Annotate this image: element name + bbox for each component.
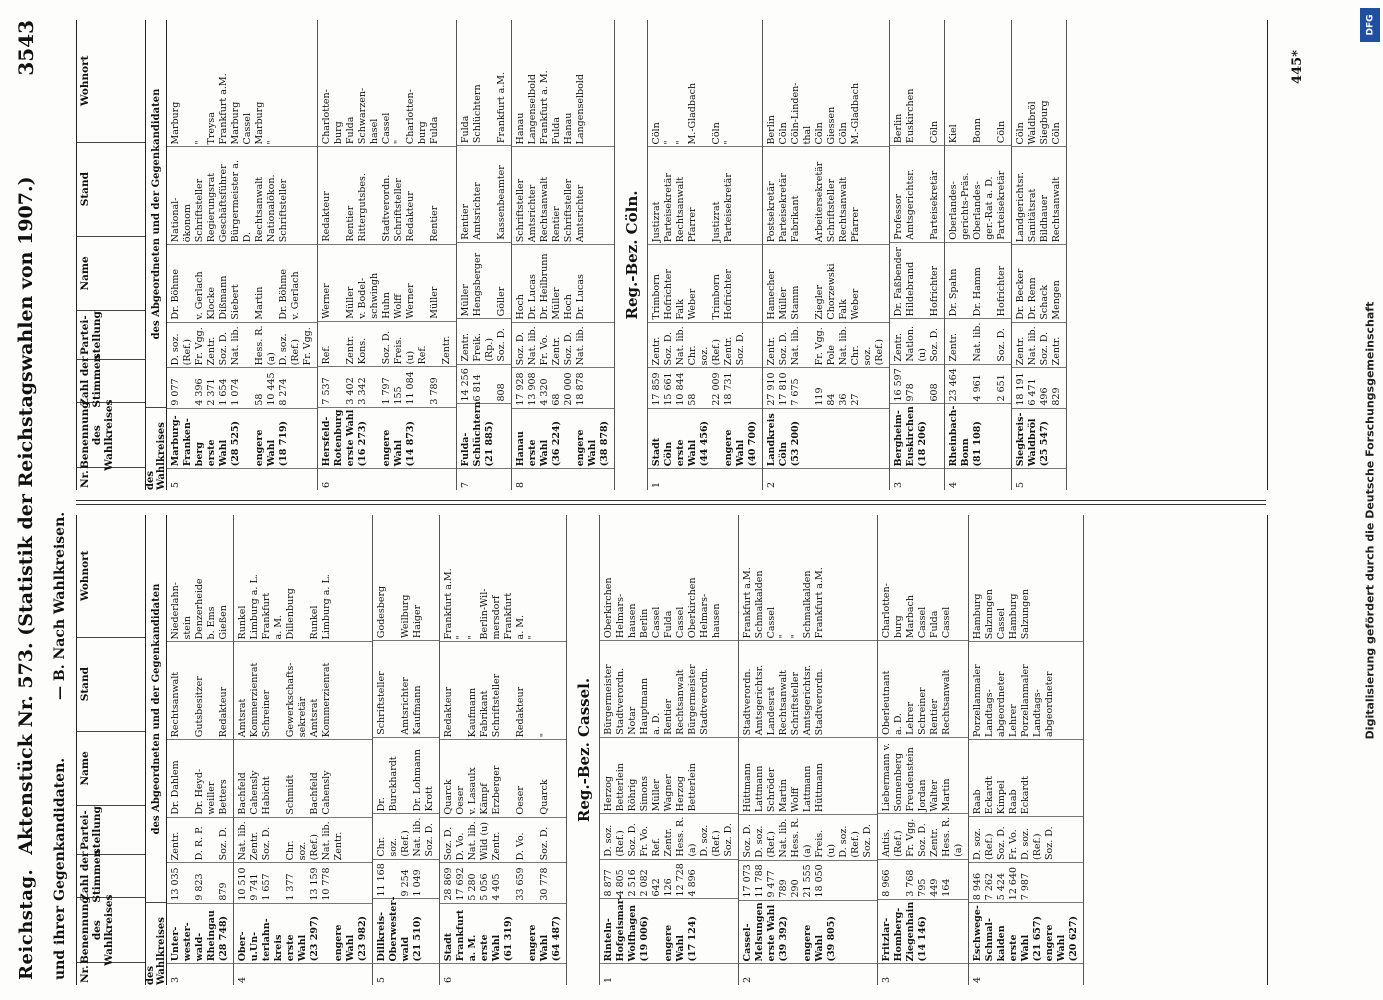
cell-wohn: Berlin Euskirchen Cöln	[893, 88, 940, 144]
cell-partei: Zentr. Soz. D. Nat. lib. Fr. Vgg. Pole Nat. lib. Chr. soz. (Ref.)	[763, 322, 889, 368]
table-row	[739, 515, 878, 985]
cell-zahl: 7 537 3 402 3 342 1 797 155 11 084 3 789	[318, 366, 456, 406]
cell-ben: Rinteln- Hofgeismar- Wolfhagen (19 006) engere Wahl (17 124)	[600, 899, 738, 964]
cell-zahl: 11 168 9 254 1 049	[373, 859, 439, 899]
cell-zahl: 17 928 13 908 4 320 68 20 000 18 878	[512, 367, 614, 407]
cell-name: Hamecher Müller Stamm Ziegler Chorzewski Falk Weber	[763, 244, 889, 321]
cell-ben: Stadt Frankfurt a. M. erste Wahl (61 319) engere Wahl (64 487)	[440, 903, 566, 964]
cell-ben: Bergheim- Euskirchen (18 206)	[890, 404, 944, 469]
page-title: Aktenstück Nr. 573. (Statistik der Reichstagswahlen von 1907.)	[15, 176, 37, 855]
regbez-heading: Reg.-Bez. Cöln.	[615, 20, 648, 490]
cell-partei: Zentr. D. R. P. Soz. D.	[167, 817, 233, 863]
cell-wohn: Cöln Waldbröl Siegburg Cöln	[1015, 100, 1062, 145]
cell-nr: 5	[167, 468, 317, 490]
footer-sheet-number: 445*	[1290, 50, 1305, 84]
cell-name: Dr. Böhme v. Gerlach Klocke Dißmann Siebert Martin Dr. Böhme v. Gerlach	[167, 244, 317, 321]
table-header	[77, 20, 146, 490]
cell-zahl: 8 877 4 805 2 516 2 082 642 126 12 728 4 896	[600, 859, 738, 899]
cell-zahl: 27 910 17 810 7 675 119 84 36 27	[763, 367, 889, 407]
cell-zahl: 14 256 6 814 808	[457, 364, 511, 404]
table-row	[440, 515, 567, 985]
cell-nr: 5	[373, 964, 439, 986]
cell-partei: Zentr. Freik. (Rp.) Soz. D.	[457, 318, 511, 363]
subheader-abgeordnete: des Abgeordneten und der Gegenkandidaten	[150, 583, 162, 835]
cell-name: Liebermann v. Sonnenberg Freudenstein Jordan Walter Martin	[878, 737, 968, 814]
cell-stand: Schriftsteller Amtsrichter Kaufmann	[373, 640, 439, 737]
cell-wohn: Frankfurt a.M. " " Berlin-Wil- mersdorf Frankfurt a. M. "	[443, 568, 538, 640]
table-row	[648, 20, 763, 490]
cell-partei: Soz. D. D. soz. (Ref.) Nat. lib. Hess. R. (a) Freis. (u) D. soz. (Ref.) Soz. D.	[739, 814, 877, 859]
cell-ben: Unter- wester- wald- Rheingau (28 748)	[167, 903, 233, 964]
cell-ben: Siegkreis- Waldbröl (25 547)	[1012, 408, 1066, 469]
cell-zahl: 23 464 4 961 2 651	[945, 364, 1011, 404]
cell-partei: D. soz. (Ref.) Fr. Vgg. Zentr. Soz. D. Nat. lib. Hess. R. (a) D. soz. (Ref.) Fr. Vgg.	[167, 322, 317, 368]
rows-group	[167, 515, 567, 985]
cell-nr: 7	[457, 469, 511, 491]
cell-stand: Schriftsteller Amtsrichter Rechtsanwalt Rentier Schriftsteller Amtsrichter	[512, 146, 614, 244]
table-subheader	[146, 515, 167, 985]
cell-name: Bachfeld Cahensly Habicht Schmidt Bachfeld Cahensly	[234, 739, 372, 816]
table-row	[373, 515, 440, 985]
cell-zahl: 16 597 978 608	[890, 364, 944, 404]
cell-stand: National- ökonom Schriftsteller Regierungsrat Geschäftsführer Bürgermeister a. D. Rechtsanwalt Nationalökon. Schriftsteller	[167, 146, 317, 244]
cell-partei: Zentr. Nat. lib. Soz. D. Zentr.	[1012, 322, 1066, 368]
table-left	[76, 515, 1268, 985]
cell-zahl: 8 946 7 262 5 424 12 640 7 987	[969, 862, 1083, 902]
table-row	[945, 20, 1012, 490]
cell-partei: Zentr. Natlon. (u) Soz. D.	[890, 318, 944, 363]
dfg-logo: DFG	[1360, 8, 1380, 42]
rows-group	[600, 515, 1084, 985]
page-header	[6, 20, 46, 980]
table-row	[234, 515, 373, 985]
cell-wohn: Hanau Langenselbold Frankfurt a. M. Fulda Hanau Langenselbold	[515, 70, 586, 145]
regbez-heading: Reg.-Bez. Cassel.	[567, 515, 600, 985]
cell-partei: D. soz. (Ref.) Soz. D. Fr. Vo. D. soz. (Ref.) Soz. D.	[969, 816, 1083, 862]
cell-stand: Rechtsanwalt Gutsbesitzer Redakteur	[167, 641, 233, 739]
cell-partei: D. soz. (Ref.) Soz. D. Fr. Vo. Ref. Zentr. Hess. R. (a) D. soz. (Ref.) Soz. D.	[600, 813, 738, 858]
cell-zahl: 8 966 3 768 795 449 164	[878, 859, 968, 899]
cell-name: Müller Hengsberger Göller	[457, 242, 511, 319]
header-partei: Partei-stellung	[77, 805, 145, 854]
cell-ben: Fulda- Schlüchtern (21 885)	[457, 404, 511, 469]
cell-nr: 1	[600, 964, 738, 986]
dfg-credit: Digitalisierung gefördert durch die Deutsche Forschungsgemeinschaft	[1363, 301, 1377, 739]
header-zahl: Zahl der Stimmen	[77, 359, 145, 402]
cell-nr: 6	[318, 468, 456, 490]
subheader-wahlkreis: des Wahlkreises	[146, 407, 166, 490]
cell-ben: Hersfeld- Rotenburg erste Wahl (16 273) engere Wahl (14 873)	[318, 407, 456, 469]
cell-ben: Marburg- Franken- berg erste Wahl (28 525) engere Wahl (18 719)	[167, 408, 317, 469]
cell-zahl: 10 510 9 741 1 657 1 377 13 159 10 778	[234, 862, 372, 902]
column-divider	[76, 500, 1266, 505]
cell-wohn: Runkel Limburg a. L. Frankfurt a. M. Dillenburg Runkel Limburg a. L.	[237, 574, 332, 640]
cell-stand: Porzellanmaler Landtags- abgeordneter Lehrer Porzellanmaler Landtags- abgeordneter	[969, 641, 1083, 739]
cell-stand: Redakteur Rentier Rittergutsbes. Stadtverordn. Schriftsteller Redakteur Rentier	[318, 146, 456, 244]
header-name: Name	[77, 236, 145, 310]
table-row	[1012, 20, 1067, 490]
cell-partei: Zentr. Nat. lib. Soz. D.	[945, 318, 1011, 363]
cell-wohn: Charlotten- burg Marbach Cassel Fulda Cassel	[881, 583, 952, 639]
cell-name: Hoch Dr. Lucas Dr. Heilbrunn Müller Hoch Dr. Lucas	[512, 244, 614, 321]
table-right	[76, 20, 1268, 490]
page-number: 3543	[14, 20, 38, 76]
cell-stand: Professor Amtsgerichtsr. Parteisekretär	[890, 145, 944, 242]
cell-nr: 5	[1012, 468, 1066, 490]
cell-name: Dr. Dahlem Dr. Heyd- weiller Betters	[167, 739, 233, 816]
table-row	[457, 20, 512, 490]
header-wohnort: Wohnort	[79, 55, 91, 107]
cell-nr: 2	[739, 963, 877, 985]
table-header	[77, 515, 146, 985]
cell-ben: Cassel- Melsungen erste Wahl (39 392) engere Wahl (39 805)	[739, 900, 877, 964]
cell-zahl: 17 073 11 788 9 477 789 290 21 555 18 050	[739, 860, 877, 900]
header-nr: Nr.	[77, 467, 145, 490]
cell-wohn: Niederlahn- stein Denzerheide b. Ems Gießen	[170, 578, 229, 640]
cell-nr: 1	[648, 468, 762, 490]
subheader-left: und ihrer Gegenkandidaten.	[52, 757, 68, 980]
cell-nr: 8	[512, 468, 614, 490]
subheader-wahlkreis: des Wahlkreises	[146, 902, 166, 985]
cell-nr: 4	[234, 963, 372, 985]
cell-stand: Rentier Amtsrichter Kassenbeamter	[457, 145, 511, 242]
table-row	[878, 515, 969, 985]
cell-name: Quarck Oeser v. Lasaulx Kämpf Erzberger Oeser Quarck	[440, 739, 566, 816]
header-partei: Partei-stellung	[77, 310, 145, 359]
cell-wohn: Marburg " Treysa Frankfurt a.M. Marburg Cassel Marburg "	[170, 73, 277, 145]
cell-zahl: 17 859 15 661 10 844 58 22 009 18 731	[648, 367, 762, 407]
cell-wohn: Godesberg Weilburg Haiger	[376, 585, 423, 639]
cell-name: Dr. Burckhardt Dr. Lohmann Krott	[373, 737, 439, 814]
cell-partei: Nat. lib. Zentr. Soz. D. Chr. soz. (Ref.) Nat. lib. Zentr.	[234, 817, 372, 863]
table-row	[167, 515, 234, 985]
cell-name: Dr. Becker Dr. Renn Schack Mengen	[1012, 244, 1066, 321]
subheader-center: — B. Nach Wahlkreisen.	[52, 511, 68, 700]
table-row	[318, 20, 457, 490]
cell-wohn: Fulda Schlüchtern Frankfurt a.M.	[460, 71, 507, 144]
table-row	[512, 20, 615, 490]
dfg-sidebar	[1357, 0, 1383, 1000]
rows-group	[648, 20, 1067, 490]
cell-ben: Rheinbach- Bonn (81 108)	[945, 404, 1011, 469]
cell-name: Werner Müller v. Bodel- schwingh Huhn Wolff Werner Müller	[318, 244, 456, 321]
cell-wohn: Berlin Cöln Cöln-Linden- thal Cöln Giessen Cöln M.-Gladbach	[766, 82, 861, 145]
cell-ben: Eschwege- Schmal- kalden erste Wahl (21 657) engere Wahl (20 627)	[969, 902, 1083, 963]
cell-wohn: Cöln " " M.-Gladbach Cöln "	[651, 82, 734, 145]
cell-stand: Postsekretär Parteisekretär Fabrikant Arbeitersekretär Schriftsteller Rechtsanwalt Pfarrer	[763, 146, 889, 244]
cell-wohn: Oberkirchen Helmars- hausen Berlin Cassel Fulda Cassel Oberkirchen Helmars- hausen	[603, 577, 722, 639]
cell-name: Herzog Betterlein Röhrig Simons Müller Wagner Herzog Betterlein	[600, 737, 738, 814]
cell-name: Dr. Spahn Dr. Hamm Hofrichter	[945, 242, 1011, 319]
cell-partei: Chr. soz. (Ref.) Nat. lib. Soz. D.	[373, 813, 439, 858]
cell-name: Dr. Faßbender Hildebrand Hofrichter	[890, 242, 944, 319]
cell-zahl: 18 191 6 471 496 829	[1012, 367, 1066, 407]
header-wohnort: Wohnort	[79, 550, 91, 602]
cell-stand: Justizrat Parteisekretär Rechtsanwalt Pfarrer Justizrat Parteisekretär	[648, 146, 762, 244]
cell-nr: 3	[167, 963, 233, 985]
cell-nr: 4	[969, 963, 1083, 985]
header-stand: Stand	[77, 637, 145, 731]
table-row	[167, 20, 318, 490]
cell-stand: Oberlandes- gerichts-Präs. Oberlandes- ger.-Rat a. D. Parteisekretär	[945, 145, 1011, 242]
table-row	[763, 20, 890, 490]
rows-group	[167, 20, 615, 490]
cell-partei: Soz. D. D. Vo. Nat. lib. Wild (u) Zentr. D. Vo. Soz. D.	[440, 817, 566, 863]
cell-nr: 2	[763, 468, 889, 490]
header-nr: Nr.	[77, 962, 145, 985]
header-zahl: Zahl der Stimmen	[77, 854, 145, 897]
table-row	[969, 515, 1084, 985]
cell-nr: 3	[890, 469, 944, 491]
cell-nr: 6	[440, 963, 566, 985]
table-row	[890, 20, 945, 490]
cell-ben: Hanau erste Wahl (36 224) engere Wahl (38 878)	[512, 408, 614, 469]
cell-name: Hüttmann Lattmann Schröder Martin Wolff Lattmann Hüttmann	[739, 737, 877, 814]
table-subheader	[146, 20, 167, 490]
header-name: Name	[77, 731, 145, 805]
cell-nr: 4	[945, 469, 1011, 491]
cell-wohn: Hamburg Salzungen Cassel Hamburg Salzungen	[972, 589, 1031, 640]
cell-wohn: Charlotten- burg Fulda Schwarzen- hasel Cassel " Charlotten- burg Fulda	[321, 87, 440, 145]
cell-wohn: Kiel Bonn Cöln	[948, 118, 1007, 144]
cell-stand: Stadtverordn. Amtsgerichtsr. Landesrat Rechtsanwalt Schriftsteller Amtsgerichtsr. Stadtverordn.	[739, 640, 877, 737]
header-left: Reichstag.	[15, 868, 37, 980]
table-row	[600, 515, 739, 985]
cell-stand: Amtsrat Kommerzienrat Schreiner Gewerkschafts- sekretär Amtsrat Kommerzienrat	[234, 641, 372, 739]
cell-wohn: Frankfurt a.M. Schmalkalden Cassel " " Schmalkalden Frankfurt a.M.	[742, 567, 825, 639]
cell-name: Trimborn Hofrichter Falk Weber Trimborn Hofrichter	[648, 244, 762, 321]
cell-zahl: 13 035 9 823 879	[167, 862, 233, 902]
cell-zahl: 28 869 17 692 5 280 5 056 4 405 33 659 30 778	[440, 862, 566, 902]
cell-ben: Dillkreis- Oberwester- wald (21 510)	[373, 899, 439, 964]
cell-nr: 3	[878, 963, 968, 985]
cell-partei: Soz. D. Nat. lib. Fr. Vo. Zentr. Soz. D. Nat. lib.	[512, 322, 614, 368]
cell-ben: Fritzlar- Homberg- Ziegenhain (14 146)	[878, 899, 968, 964]
cell-name: Raab Eckardt Kimpel Raab Eckardt	[969, 739, 1083, 816]
cell-zahl: 9 077 4 396 2 371 1 654 1 074 58 10 445 8 274	[167, 367, 317, 407]
header-stand: Stand	[77, 142, 145, 236]
cell-partei: Ref. Zentr. Kons. Soz. D. Freis. (u) Ref. Zentr.	[318, 321, 456, 367]
subheader-abgeordnete: des Abgeordneten und der Gegenkandidaten	[150, 88, 162, 340]
header-benennung: Benennung des Wahlkreises	[77, 402, 145, 467]
cell-stand: Oberleutnant a. D. Lehrer Schreiner Rentier Rechtsanwalt	[878, 640, 968, 737]
cell-stand: Redakteur Kaufmann Fabrikant Schriftsteller Redakteur "	[440, 641, 566, 739]
cell-ben: Ober-u.Un- terlahn- kreis erste Wahl (23 297) engere Wahl (23 982)	[234, 903, 372, 964]
cell-partei: Zentr. Soz. D. Nat. lib. Chr. soz. (Ref.) Zentr. Soz. D.	[648, 322, 762, 368]
cell-ben: Landkreis Cöln (53 200)	[763, 408, 889, 469]
cell-stand: Landgerichtsr. Sanitätsrat Bildhauer Rechtsanwalt	[1012, 146, 1066, 244]
cell-partei: Antis. (Ref.) Fr. Vgg. Soz. D. Zentr. Hess. R. (a)	[878, 813, 968, 858]
cell-stand: Bürgermeister Stadtverordn. Notar Hauptmann a. D. Rentier Rechtsanwalt Bürgermeister Stadtverordn.	[600, 640, 738, 737]
header-benennung: Benennung des Wahlkreises	[77, 897, 145, 962]
cell-ben: Stadt Cöln erste Wahl (44 456) engere Wahl (40 700)	[648, 408, 762, 469]
